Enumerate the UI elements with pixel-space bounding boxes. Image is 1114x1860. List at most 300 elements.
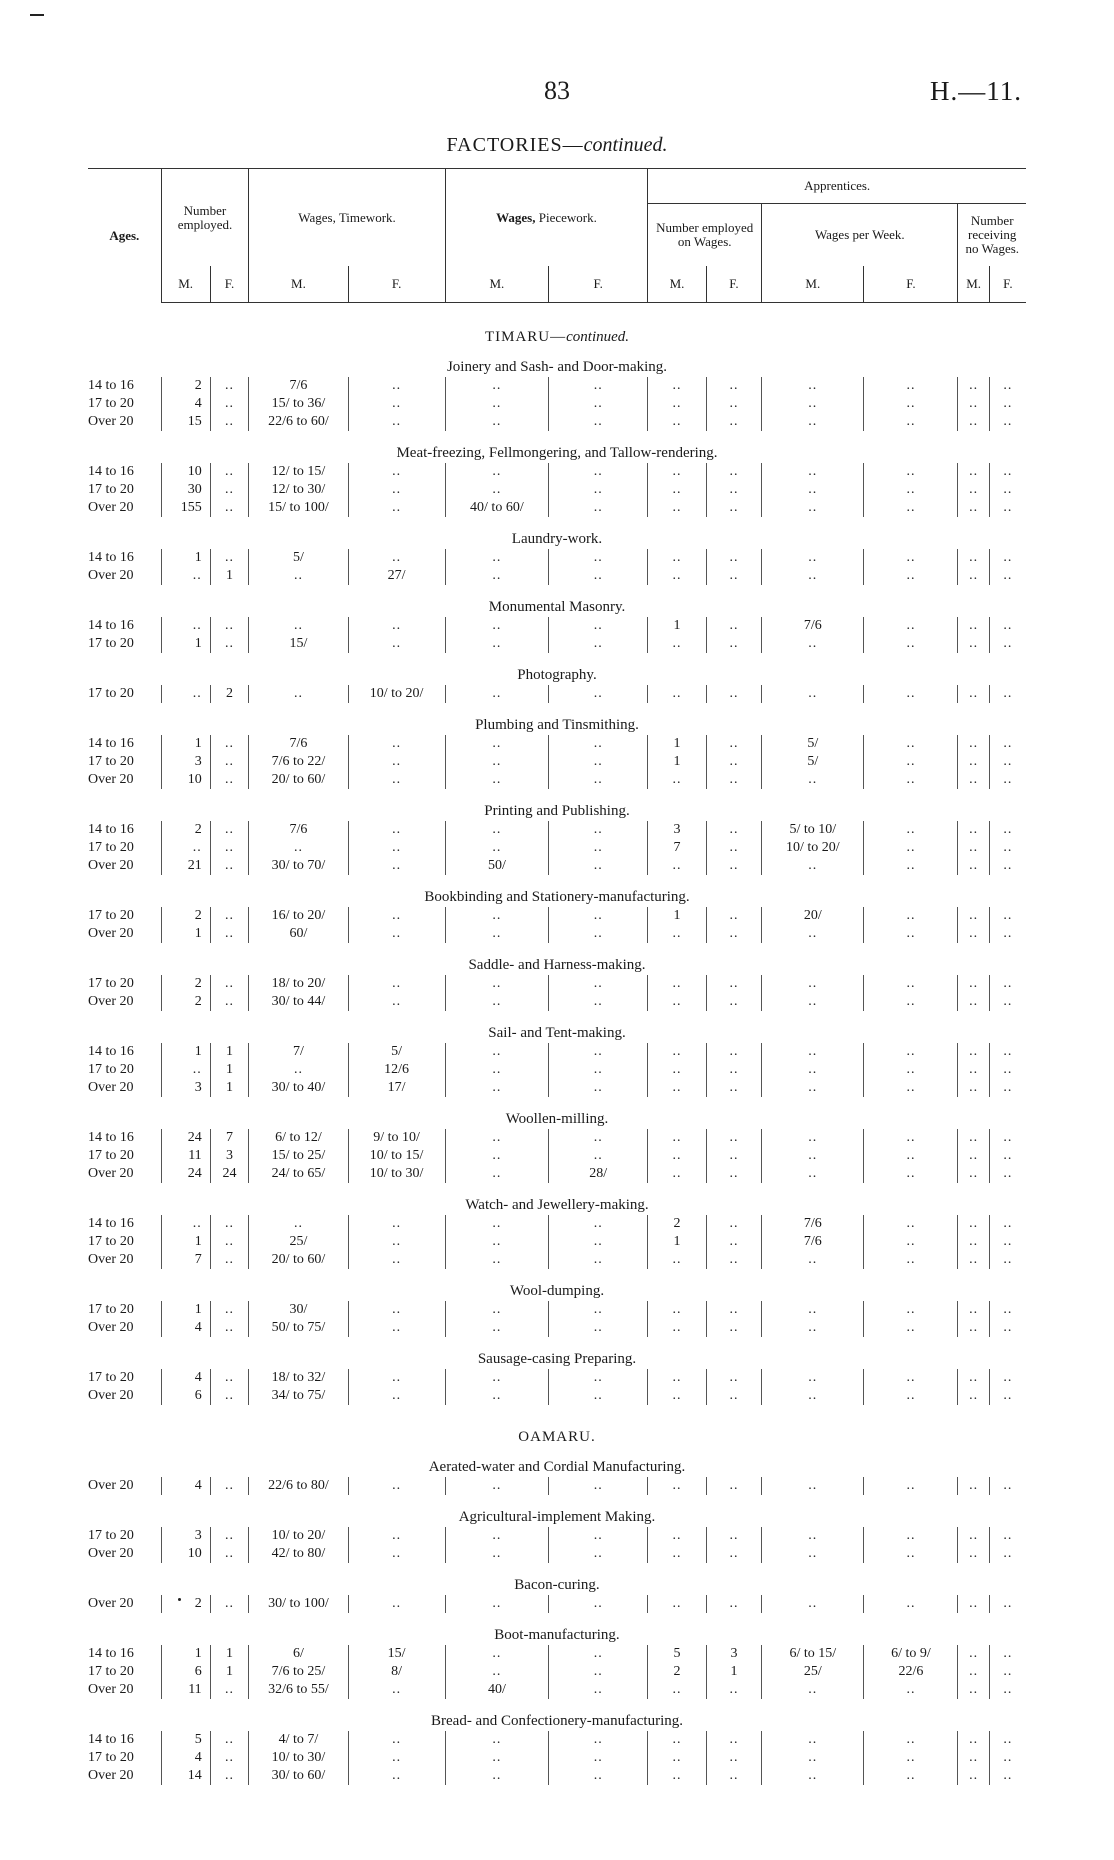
- region-heading-row: [88, 1405, 1026, 1445]
- header-f: F.: [706, 266, 761, 303]
- table-cell: 20/ to 60/: [249, 1251, 348, 1269]
- table-cell: ..: [958, 1731, 989, 1749]
- table-cell: ..: [445, 1301, 548, 1319]
- table-cell: ..: [989, 1215, 1026, 1233]
- table-cell: ..: [210, 1527, 249, 1545]
- table-cell: ..: [762, 1079, 864, 1097]
- table-cell: ..: [706, 1301, 761, 1319]
- age-cell: Over 20: [88, 1478, 134, 1493]
- age-cell: 14 to 16: [88, 1732, 134, 1747]
- table-cell: ..: [989, 1233, 1026, 1251]
- table-cell: ..: [864, 1043, 958, 1061]
- age-cell: 17 to 20: [88, 636, 134, 651]
- table-cell: ..: [348, 821, 445, 839]
- table-cell: 1: [161, 635, 210, 653]
- header-f: F.: [864, 266, 958, 303]
- table-cell: ..: [864, 1129, 958, 1147]
- table-cell: 10/ to 15/: [348, 1147, 445, 1165]
- industry-heading-row: [88, 703, 1026, 735]
- table-cell: ..: [958, 1749, 989, 1767]
- table-cell: ..: [445, 975, 548, 993]
- table-cell: 10/ to 20/: [762, 839, 864, 857]
- table-cell: 15/ to 100/: [249, 499, 348, 517]
- table-cell: ..: [348, 771, 445, 789]
- table-cell: ..: [549, 1663, 648, 1681]
- table-row: [88, 635, 1026, 653]
- industry-heading-row: [88, 1011, 1026, 1043]
- table-cell: ..: [348, 549, 445, 567]
- table-cell: ..: [161, 567, 210, 585]
- header-f: F.: [210, 266, 249, 303]
- table-cell: ..: [989, 617, 1026, 635]
- table-cell: ..: [762, 1477, 864, 1495]
- table-cell: ..: [864, 1165, 958, 1183]
- spacer-row: [88, 303, 1026, 318]
- table-row: [88, 1545, 1026, 1563]
- table-cell: ..: [762, 463, 864, 481]
- table-cell: ..: [958, 1663, 989, 1681]
- table-cell: ..: [706, 907, 761, 925]
- table-cell: ..: [549, 1681, 648, 1699]
- table-cell: ..: [648, 1043, 706, 1061]
- header-wages-piecework-bold: Wages,: [496, 209, 536, 225]
- table-cell: 25/: [249, 1233, 348, 1251]
- industry-heading-row: [88, 1337, 1026, 1369]
- table-cell: ..: [706, 413, 761, 431]
- age-cell: 14 to 16: [88, 1044, 134, 1059]
- table-cell: ..: [210, 377, 249, 395]
- table-cell: ..: [864, 499, 958, 517]
- table-cell: ..: [648, 395, 706, 413]
- industry-heading: Bookbinding and Stationery-manufacturing.: [424, 889, 690, 905]
- table-cell: ..: [706, 499, 761, 517]
- table-cell: ..: [348, 1387, 445, 1405]
- table-cell: ..: [706, 821, 761, 839]
- table-row: [88, 993, 1026, 1011]
- table-cell: ..: [706, 993, 761, 1011]
- table-cell: ..: [249, 1215, 348, 1233]
- table-cell: ..: [989, 821, 1026, 839]
- table-cell: 6: [161, 1663, 210, 1681]
- industry-heading-row: [88, 1495, 1026, 1527]
- table-cell: ..: [958, 1215, 989, 1233]
- table-cell: 3: [161, 753, 210, 771]
- table-cell: 40/: [445, 1681, 548, 1699]
- industry-heading: Laundry-work.: [511, 531, 603, 547]
- table-cell: ..: [445, 839, 548, 857]
- table-cell: ..: [706, 1681, 761, 1699]
- table-cell: ..: [864, 1749, 958, 1767]
- header-f: F.: [348, 266, 445, 303]
- table-cell: ..: [348, 413, 445, 431]
- table-row: [88, 1215, 1026, 1233]
- table-cell: ..: [348, 1215, 445, 1233]
- table-cell: ..: [348, 753, 445, 771]
- table-cell: ..: [210, 857, 249, 875]
- table-cell: ..: [958, 1319, 989, 1337]
- table-row: [88, 1251, 1026, 1269]
- table-cell: ..: [249, 617, 348, 635]
- table-cell: ..: [648, 857, 706, 875]
- table-cell: ..: [445, 1043, 548, 1061]
- table-cell: ..: [210, 1387, 249, 1405]
- table-cell: ..: [648, 771, 706, 789]
- industry-heading: Printing and Publishing.: [484, 803, 630, 819]
- table-cell: ..: [445, 635, 548, 653]
- header-wages-piecework-rest: Piecework.: [535, 209, 597, 225]
- table-cell: 3: [161, 1079, 210, 1097]
- table-cell: 6/ to 9/: [864, 1645, 958, 1663]
- table-cell: ..: [549, 1043, 648, 1061]
- table-cell: ..: [348, 395, 445, 413]
- table-cell: 5/: [762, 753, 864, 771]
- table-row: [88, 821, 1026, 839]
- table-cell: 1: [210, 1645, 249, 1663]
- table-cell: ..: [706, 1215, 761, 1233]
- table-cell: ..: [210, 549, 249, 567]
- table-cell: ..: [864, 1595, 958, 1613]
- page-title-main: FACTORIES—: [446, 134, 584, 156]
- industry-heading-row: [88, 1563, 1026, 1595]
- table-cell: ..: [958, 1545, 989, 1563]
- table-cell: 1: [161, 1645, 210, 1663]
- table-cell: ..: [864, 1369, 958, 1387]
- header-number-employed: Number employed.: [161, 169, 249, 267]
- document-reference: H.—11.: [930, 76, 1022, 106]
- table-cell: 6/ to 15/: [762, 1645, 864, 1663]
- table-cell: ..: [210, 1215, 249, 1233]
- table-cell: ..: [864, 463, 958, 481]
- table-cell: ..: [706, 1731, 761, 1749]
- table-cell: ..: [762, 377, 864, 395]
- table-cell: ..: [445, 413, 548, 431]
- table-cell: ..: [706, 1165, 761, 1183]
- table-cell: ..: [445, 1527, 548, 1545]
- table-cell: ..: [210, 463, 249, 481]
- table-cell: 7: [648, 839, 706, 857]
- table-row: [88, 1061, 1026, 1079]
- table-cell: ..: [864, 395, 958, 413]
- table-cell: ..: [210, 395, 249, 413]
- table-cell: 5/ to 10/: [762, 821, 864, 839]
- table-cell: 18/ to 20/: [249, 975, 348, 993]
- table-cell: 7/6: [762, 1233, 864, 1251]
- table-cell: ..: [549, 1477, 648, 1495]
- table-row: [88, 481, 1026, 499]
- table-cell: ..: [348, 617, 445, 635]
- table-row: [88, 1731, 1026, 1749]
- industry-heading: Aerated-water and Cordial Manufacturing.: [428, 1459, 686, 1475]
- table-cell: ..: [210, 821, 249, 839]
- industry-heading-row: [88, 585, 1026, 617]
- table-cell: ..: [210, 1749, 249, 1767]
- table-cell: ..: [989, 1663, 1026, 1681]
- table-cell: 7/6: [762, 617, 864, 635]
- table-cell: ..: [549, 1061, 648, 1079]
- table-cell: ..: [648, 1319, 706, 1337]
- table-cell: ..: [706, 1477, 761, 1495]
- table-cell: ..: [864, 1477, 958, 1495]
- table-cell: ..: [989, 1731, 1026, 1749]
- table-cell: 5/: [249, 549, 348, 567]
- table-cell: ..: [762, 771, 864, 789]
- table-cell: ..: [706, 771, 761, 789]
- table-cell: ..: [958, 413, 989, 431]
- table-cell: 32/6 to 55/: [249, 1681, 348, 1699]
- table-cell: ..: [706, 1595, 761, 1613]
- table-cell: ..: [549, 975, 648, 993]
- table-cell: ..: [549, 1595, 648, 1613]
- header-app-wages-per-week: Wages per Week.: [762, 204, 958, 267]
- industry-heading-row: [88, 1445, 1026, 1477]
- age-cell: 17 to 20: [88, 1062, 134, 1077]
- table-cell: ..: [706, 635, 761, 653]
- table-cell: ..: [549, 839, 648, 857]
- table-cell: ..: [706, 481, 761, 499]
- table-cell: ..: [762, 1301, 864, 1319]
- table-row: [88, 735, 1026, 753]
- table-cell: ..: [348, 1767, 445, 1785]
- table-cell: 22/6 to 60/: [249, 413, 348, 431]
- table-cell: ..: [762, 975, 864, 993]
- table-cell: ..: [989, 857, 1026, 875]
- table-cell: ..: [648, 1767, 706, 1785]
- table-cell: ..: [445, 1079, 548, 1097]
- header-wages-timework: Wages, Timework.: [249, 169, 445, 267]
- table-cell: ..: [549, 925, 648, 943]
- table-cell: ..: [864, 549, 958, 567]
- table-cell: ..: [864, 567, 958, 585]
- table-cell: ..: [445, 1477, 548, 1495]
- table-cell: 4: [161, 1319, 210, 1337]
- table-cell: ..: [210, 771, 249, 789]
- table-cell: 1: [161, 549, 210, 567]
- table-cell: ..: [445, 1645, 548, 1663]
- table-cell: 16/ to 20/: [249, 907, 348, 925]
- table-cell: ..: [445, 907, 548, 925]
- factories-wages-table: [88, 168, 1026, 1785]
- table-cell: ..: [348, 925, 445, 943]
- table-cell: ..: [958, 1129, 989, 1147]
- table-row: [88, 1129, 1026, 1147]
- table-cell: ..: [445, 1387, 548, 1405]
- table-cell: ..: [958, 771, 989, 789]
- table-cell: ..: [762, 567, 864, 585]
- table-cell: 2: [161, 993, 210, 1011]
- table-cell: ..: [762, 499, 864, 517]
- table-cell: ..: [348, 1681, 445, 1699]
- table-cell: 5: [161, 1731, 210, 1749]
- table-cell: ..: [989, 1079, 1026, 1097]
- table-cell: ..: [445, 1369, 548, 1387]
- table-cell: ..: [958, 685, 989, 703]
- table-cell: ..: [706, 1147, 761, 1165]
- table-cell: ..: [549, 821, 648, 839]
- table-row: [88, 413, 1026, 431]
- table-cell: ..: [989, 771, 1026, 789]
- industry-heading-row: [88, 943, 1026, 975]
- table-cell: ..: [648, 685, 706, 703]
- table-cell: ..: [549, 1079, 648, 1097]
- table-cell: ..: [210, 1767, 249, 1785]
- table-cell: ..: [249, 1061, 348, 1079]
- table-row: [88, 1767, 1026, 1785]
- industry-heading-row: [88, 1097, 1026, 1129]
- table-cell: ..: [864, 821, 958, 839]
- table-cell: ..: [348, 993, 445, 1011]
- table-cell: ..: [648, 1165, 706, 1183]
- table-row: [88, 1681, 1026, 1699]
- table-cell: ..: [864, 1233, 958, 1251]
- table-cell: ..: [648, 413, 706, 431]
- table-cell: ..: [989, 1527, 1026, 1545]
- table-cell: ..: [445, 1595, 548, 1613]
- header-wages-piecework: [445, 169, 648, 267]
- table-cell: ..: [706, 395, 761, 413]
- table-cell: ..: [864, 1767, 958, 1785]
- table-cell: ..: [210, 499, 249, 517]
- table-cell: ..: [958, 925, 989, 943]
- table-cell: ..: [348, 1731, 445, 1749]
- table-cell: ..: [348, 377, 445, 395]
- age-cell: 14 to 16: [88, 822, 134, 837]
- table-cell: ..: [549, 1645, 648, 1663]
- table-cell: ..: [549, 1251, 648, 1269]
- table-cell: ..: [762, 635, 864, 653]
- table-cell: ..: [549, 1387, 648, 1405]
- age-cell: Over 20: [88, 1768, 134, 1783]
- table-cell: ..: [210, 907, 249, 925]
- table-cell: 1: [161, 1043, 210, 1061]
- age-cell: Over 20: [88, 1166, 134, 1181]
- table-cell: ..: [864, 1251, 958, 1269]
- table-cell: ..: [958, 1595, 989, 1613]
- age-cell: 17 to 20: [88, 1148, 134, 1163]
- table-row: [88, 685, 1026, 703]
- age-cell: Over 20: [88, 414, 134, 429]
- table-cell: ..: [210, 635, 249, 653]
- table-row: [88, 753, 1026, 771]
- table-cell: ..: [762, 1251, 864, 1269]
- age-cell: 14 to 16: [88, 550, 134, 565]
- table-cell: ..: [210, 925, 249, 943]
- table-cell: 24: [161, 1129, 210, 1147]
- table-cell: ..: [549, 617, 648, 635]
- table-cell: ..: [989, 1681, 1026, 1699]
- table-row: [88, 1663, 1026, 1681]
- table-cell: ..: [549, 1545, 648, 1563]
- table-cell: ..: [210, 481, 249, 499]
- table-cell: ..: [648, 1477, 706, 1495]
- table-cell: ..: [549, 499, 648, 517]
- table-cell: ..: [210, 1319, 249, 1337]
- table-cell: ..: [864, 993, 958, 1011]
- industry-heading: Saddle- and Harness-making.: [468, 957, 646, 973]
- table-cell: ..: [648, 1129, 706, 1147]
- table-cell: 14: [161, 1767, 210, 1785]
- age-cell: 17 to 20: [88, 976, 134, 991]
- table-cell: ..: [864, 857, 958, 875]
- table-cell: ..: [864, 635, 958, 653]
- industry-heading-row: [88, 1613, 1026, 1645]
- age-cell: 17 to 20: [88, 1302, 134, 1317]
- table-cell: 1: [161, 735, 210, 753]
- table-cell: ..: [706, 1079, 761, 1097]
- table-cell: ..: [989, 753, 1026, 771]
- age-cell: Over 20: [88, 1596, 134, 1611]
- table-row: [88, 617, 1026, 635]
- table-row: [88, 1319, 1026, 1337]
- table-cell: ..: [958, 1477, 989, 1495]
- table-cell: ..: [864, 1061, 958, 1079]
- table-cell: ..: [210, 1369, 249, 1387]
- table-row: [88, 857, 1026, 875]
- table-cell: ..: [989, 1749, 1026, 1767]
- table-cell: ..: [348, 907, 445, 925]
- table-row: [88, 499, 1026, 517]
- table-cell: 7/6: [762, 1215, 864, 1233]
- table-cell: ..: [762, 1749, 864, 1767]
- table-row: [88, 1527, 1026, 1545]
- table-cell: ..: [989, 377, 1026, 395]
- table-cell: 2: [161, 821, 210, 839]
- age-cell: 14 to 16: [88, 1130, 134, 1145]
- table-cell: ..: [648, 463, 706, 481]
- table-cell: ..: [958, 907, 989, 925]
- table-cell: ..: [864, 413, 958, 431]
- table-cell: 5/: [762, 735, 864, 753]
- table-cell: ..: [445, 617, 548, 635]
- table-cell: ..: [348, 975, 445, 993]
- table-cell: 1: [210, 1079, 249, 1097]
- table-cell: ..: [762, 1731, 864, 1749]
- table-cell: ..: [445, 821, 548, 839]
- table-cell: ..: [762, 1147, 864, 1165]
- table-cell: 12/ to 15/: [249, 463, 348, 481]
- table-cell: ..: [445, 1233, 548, 1251]
- table-cell: ..: [706, 1749, 761, 1767]
- table-cell: ..: [648, 1749, 706, 1767]
- industry-heading: Boot-manufacturing.: [494, 1627, 620, 1643]
- table-cell: 3: [210, 1147, 249, 1165]
- table-cell: ..: [989, 1319, 1026, 1337]
- table-cell: ..: [445, 549, 548, 567]
- table-cell: ..: [989, 413, 1026, 431]
- table-cell: 15/: [249, 635, 348, 653]
- table-cell: ..: [445, 1731, 548, 1749]
- header-m: M.: [648, 266, 706, 303]
- table-cell: 15/ to 25/: [249, 1147, 348, 1165]
- table-cell: 11: [161, 1147, 210, 1165]
- header-app-number-employed: Number employed on Wages.: [648, 204, 762, 267]
- table-cell: ..: [864, 1215, 958, 1233]
- table-cell: 30: [161, 481, 210, 499]
- table-cell: ..: [989, 549, 1026, 567]
- table-cell: 10/ to 30/: [249, 1749, 348, 1767]
- age-cell: 17 to 20: [88, 396, 134, 411]
- table-cell: ..: [445, 1147, 548, 1165]
- table-cell: ..: [762, 1165, 864, 1183]
- table-row: [88, 1147, 1026, 1165]
- table-cell: ..: [648, 975, 706, 993]
- industry-heading: Monumental Masonry.: [488, 599, 626, 615]
- table-cell: ..: [445, 1165, 548, 1183]
- table-cell: ..: [648, 1681, 706, 1699]
- table-cell: 2: [161, 1595, 210, 1613]
- industry-heading: Woollen-milling.: [505, 1111, 609, 1127]
- table-cell: ..: [989, 1369, 1026, 1387]
- age-cell: Over 20: [88, 926, 134, 941]
